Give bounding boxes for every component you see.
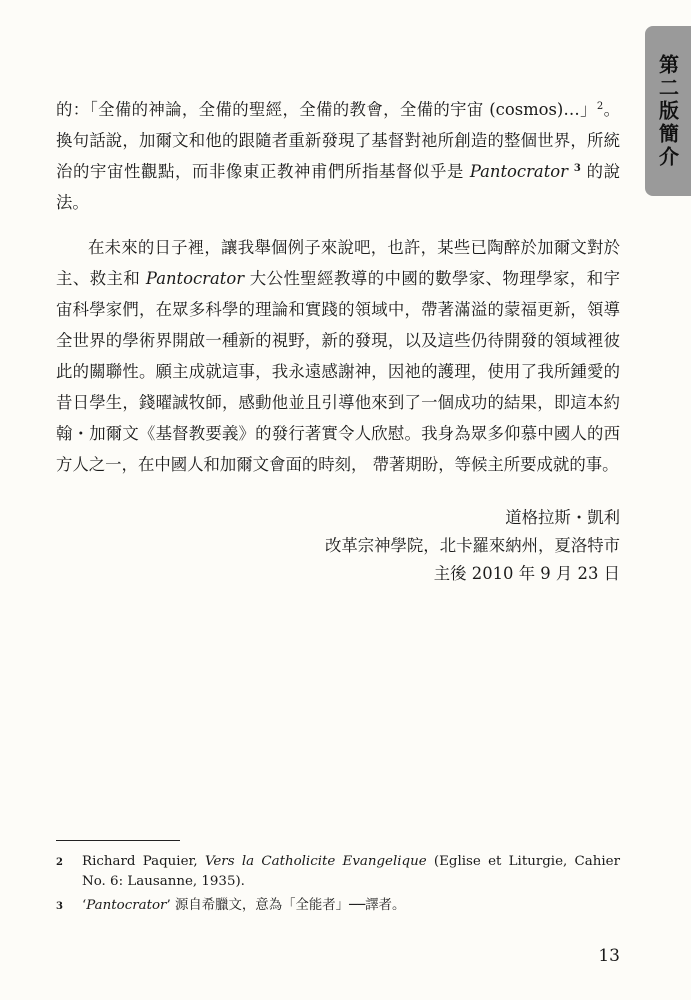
paragraph-2-text-b: 大公性聖經教導的中國的數學家、物理學家，和宇宙科學家們，在眾多科學的理論和實踐的領域中，帶著滿溢的蒙福更新，領導全世界的學術界開啟一種新的視野，新的發現，以及這些仍待開發的領域裡彼此的關聯性。願主成就這事，我永遠感謝神，因祂的護理，使用了我所鍾愛的昔日學生，錢曜誠牧師，感動他並且引導他來到了一個成功的結果，即這本約翰・加爾文《基督教要義》的發行著實令人欣慰。我身為眾多仰慕中國人的西方人之一，在中國人和加爾文會面的時刻， 帶著期盼，等候主所要成就的事。 [56,269,620,474]
signature-affiliation: 改革宗神學院，北卡羅來納州，夏洛特市 [324,536,620,555]
signature-date: 主後 2010 年 9 月 23 日 [433,564,620,583]
chapter-side-tab-label: 第二版簡介 [655,53,680,169]
footnotes [56,852,620,921]
footnote-divider [56,840,180,841]
paragraph-2 [56,232,620,480]
footnote-ref-3: 3 [573,163,581,174]
footnote-number: 3 [56,901,63,912]
signature-name: 道格拉斯・凱利 [505,508,620,527]
paragraph-1-text-c: 的說法。 [56,162,620,212]
footnote-text-post: ’ 源自希臘文，意為「全能者」──譯者。 [166,898,406,913]
pantocrator-term-2: Pantocrator [145,269,245,288]
footnote-text-post: (Eglise et Liturgie, Cahier No. 6: Lausanne, 1935). [82,854,620,889]
signature-block [200,504,620,588]
footnote-2 [56,852,620,892]
footnote-3 [56,896,620,917]
footnote-number: 2 [56,857,63,868]
paragraph-1 [56,94,620,218]
footnote-ref-2: 2 [596,101,604,112]
page-number: 13 [598,946,620,966]
footnote-text [82,896,620,917]
chapter-side-tab [645,26,691,196]
footnote-book-title: Vers la Catholicite Evangelique [204,854,427,869]
footnote-term: Pantocrator [86,898,167,913]
paragraph-1-text-b: 。換句話說，加爾文和他的跟隨者重新發現了基督對祂所創造的整個世界，所統治的宇宙性觀點，而非像東正教神甫們所指基督似乎是 [56,100,620,181]
footnote-text-pre: Richard Paquier, [82,854,205,869]
paragraph-2-text-a: 在未來的日子裡，讓我舉個例子來說吧，也許，某些已陶醉於加爾文對於主、救主和 [56,238,620,288]
paragraph-1-text-a: 的：「全備的神論，全備的聖經，全備的教會，全備的宇宙 (cosmos)…」 [56,100,597,119]
footnote-text-pre: ‘ [82,898,87,913]
footnote-text [82,852,620,892]
pantocrator-term: Pantocrator [469,162,568,181]
